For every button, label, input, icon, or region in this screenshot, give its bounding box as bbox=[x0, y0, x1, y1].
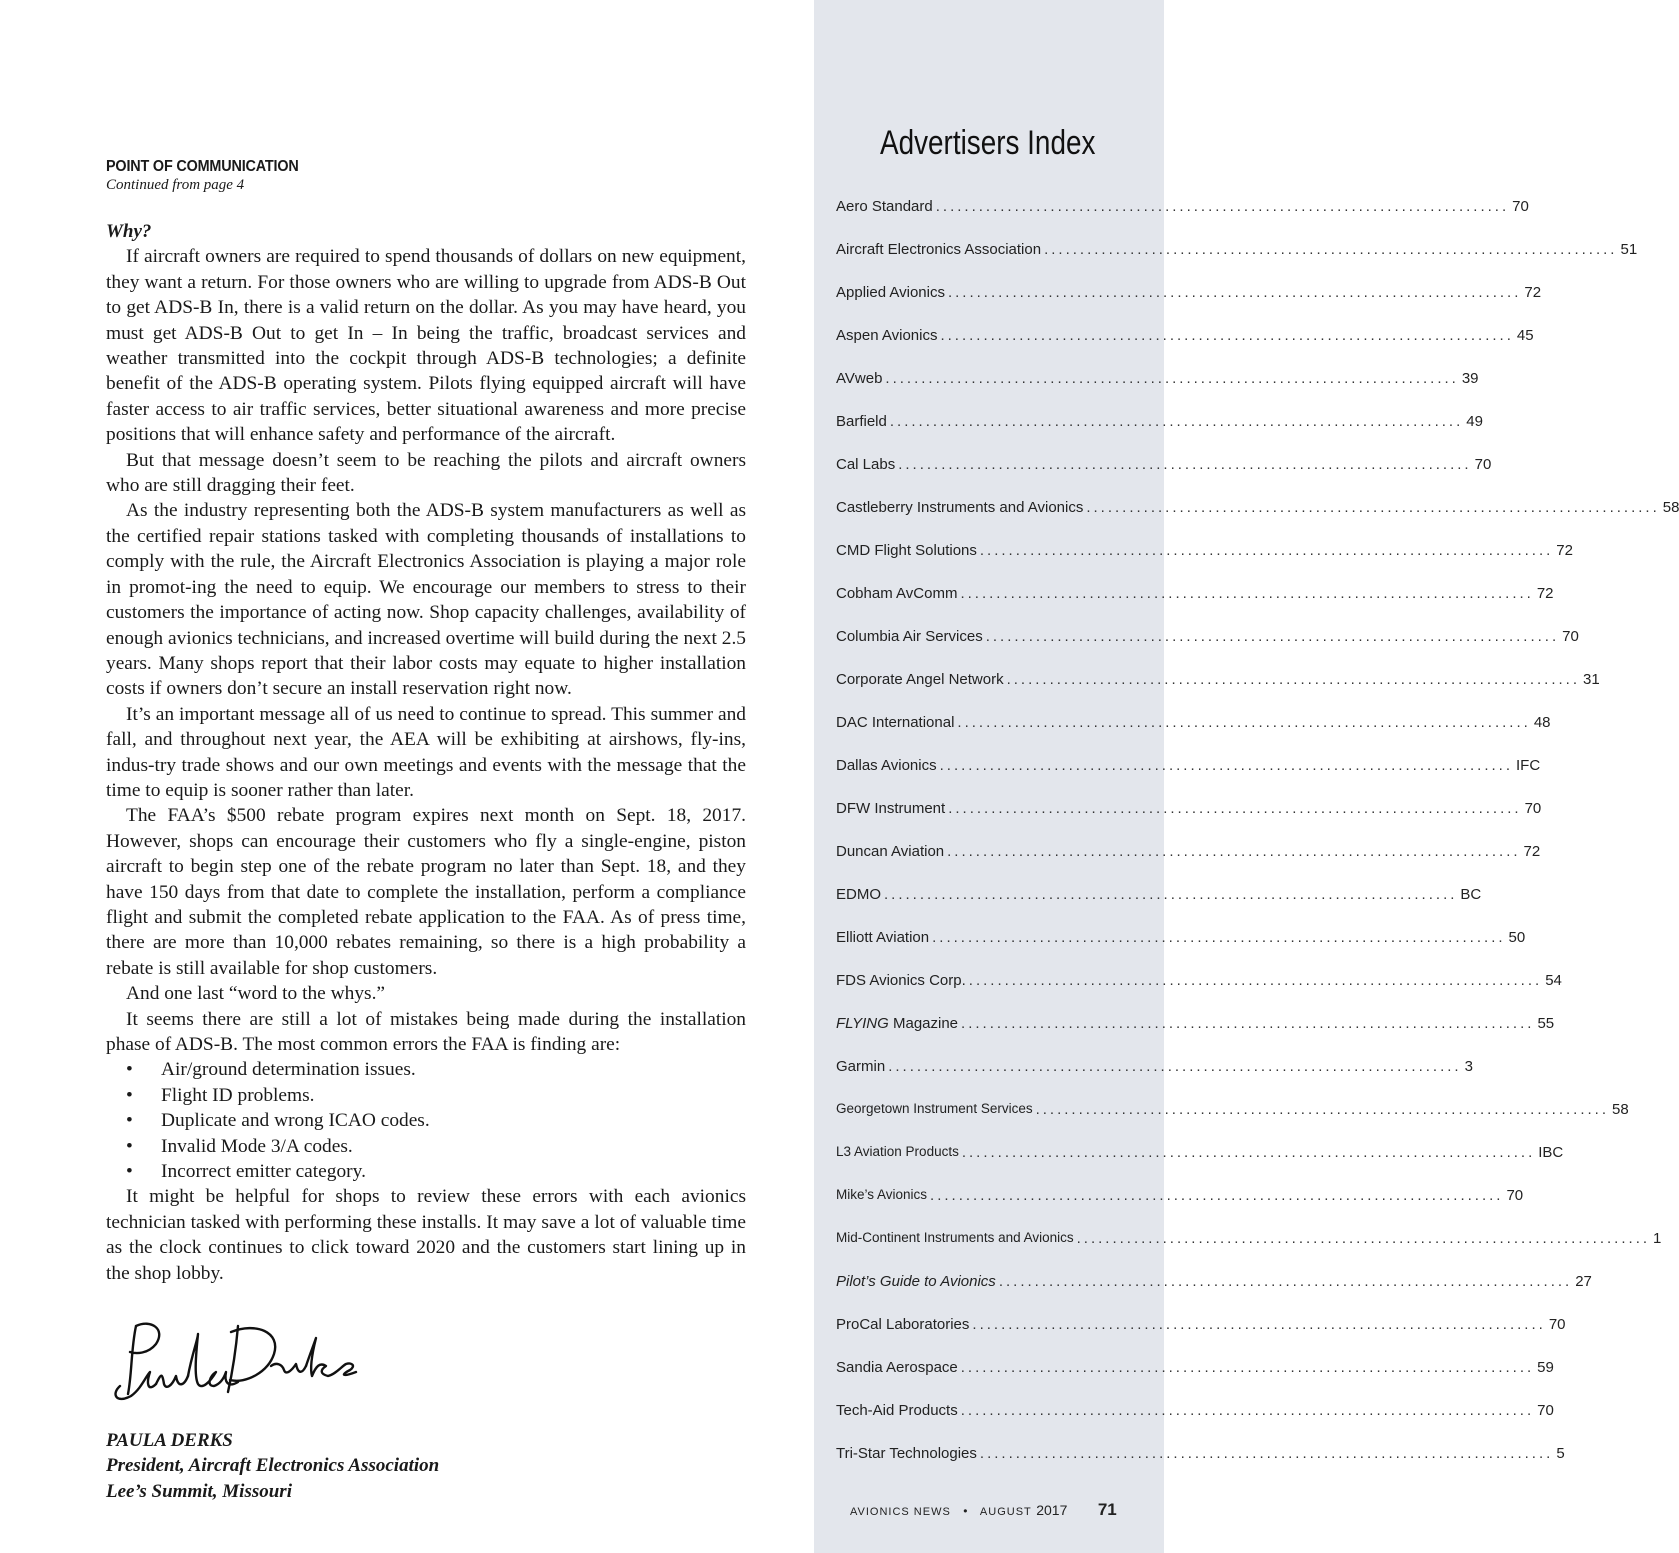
advertiser-page: 70 bbox=[1474, 456, 1492, 473]
dot-leader: ................................................................................ bbox=[968, 972, 1543, 989]
advertiser-page: 39 bbox=[1461, 370, 1479, 387]
dot-leader: ................................................................................ bbox=[885, 370, 1459, 387]
dot-leader: ................................................................................ bbox=[960, 1402, 1535, 1419]
article-heading: Why? bbox=[106, 221, 152, 242]
dot-leader: ................................................................................ bbox=[972, 1316, 1546, 1333]
advertiser-entry bbox=[836, 843, 1541, 886]
advertiser-page: 72 bbox=[1524, 284, 1542, 301]
advertiser-entry bbox=[836, 1359, 1554, 1402]
continued-note: Continued from page 4 bbox=[106, 177, 245, 193]
advertiser-page: 50 bbox=[1508, 929, 1526, 946]
list-item: • Air/ground determination issues. bbox=[126, 1059, 416, 1081]
advertisers-sidebar bbox=[814, 0, 1679, 1553]
advertiser-name: EDMO bbox=[836, 886, 881, 903]
advertiser-page: 58 bbox=[1662, 499, 1679, 516]
dot-leader: ................................................................................ bbox=[948, 800, 1522, 817]
advertiser-page: 70 bbox=[1548, 1316, 1566, 1333]
dot-leader: ................................................................................ bbox=[932, 929, 1506, 946]
advertiser-name: Aero Standard bbox=[836, 198, 933, 215]
advertiser-page: 5 bbox=[1556, 1445, 1565, 1462]
advertiser-name: ProCal Laboratories bbox=[836, 1316, 970, 1333]
article-column bbox=[106, 158, 746, 1504]
author-block bbox=[106, 1428, 746, 1504]
advertiser-name: Dallas Avionics bbox=[836, 757, 937, 774]
advertiser-name: Barfield bbox=[836, 413, 887, 430]
dot-leader: ................................................................................ bbox=[957, 714, 1531, 731]
issue-month: AUGUST bbox=[979, 1506, 1032, 1518]
advertiser-page: 70 bbox=[1512, 198, 1529, 215]
dot-leader: ................................................................................ bbox=[998, 1273, 1573, 1290]
advertiser-name: Columbia Air Services bbox=[836, 628, 983, 645]
dot-leader: ................................................................................ bbox=[979, 1445, 1554, 1462]
advertiser-page: 3 bbox=[1464, 1058, 1473, 1075]
dot-leader: ................................................................................ bbox=[947, 284, 1522, 301]
dot-leader: ................................................................................ bbox=[888, 1058, 1462, 1075]
advertiser-name: Duncan Aviation bbox=[836, 843, 945, 860]
author-name: PAULA DERKS bbox=[106, 1430, 233, 1452]
paragraph: It seems there are still a lot of mistakes being made during the installation phase of ADS-B. The most common errors the FAA is finding are: bbox=[106, 1008, 746, 1055]
advertiser-entry bbox=[836, 714, 1551, 757]
advertiser-entry bbox=[836, 671, 1600, 714]
advertiser-entry bbox=[836, 370, 1479, 413]
advertiser-name: CMD Flight Solutions bbox=[836, 542, 977, 559]
error-list bbox=[106, 1057, 746, 1184]
list-item: • Incorrect emitter category. bbox=[126, 1161, 366, 1183]
advertiser-page: 72 bbox=[1536, 585, 1554, 602]
advertiser-list bbox=[836, 198, 1679, 1488]
advertiser-page: 48 bbox=[1533, 714, 1551, 731]
advertiser-name: Applied Avionics bbox=[836, 284, 945, 301]
handwritten-signature bbox=[106, 1314, 366, 1414]
advertiser-entry bbox=[836, 1445, 1565, 1488]
advertiser-entry bbox=[836, 1273, 1592, 1316]
advertiser-page: 59 bbox=[1537, 1359, 1554, 1376]
article-body bbox=[106, 244, 746, 1286]
advertiser-name: Tech-Aid Products bbox=[836, 1402, 958, 1419]
dot-leader: ................................................................................ bbox=[1044, 241, 1618, 258]
advertiser-name: Elliott Aviation bbox=[836, 929, 930, 946]
advertiser-entry bbox=[836, 886, 1482, 929]
advertiser-entry bbox=[836, 499, 1679, 542]
dot-leader: ................................................................................ bbox=[947, 843, 1521, 860]
advertiser-entry bbox=[836, 1187, 1524, 1230]
advertiser-name: FLYING Magazine bbox=[836, 1015, 959, 1032]
advertiser-page: 58 bbox=[1612, 1101, 1629, 1118]
advertiser-entry bbox=[836, 929, 1526, 972]
dot-leader: ................................................................................ bbox=[930, 1187, 1504, 1204]
advertiser-page: 70 bbox=[1537, 1402, 1554, 1419]
dot-leader: ................................................................................ bbox=[889, 413, 1464, 430]
advertiser-name: Sandia Aerospace bbox=[836, 1359, 958, 1376]
sidebar-title: Advertisers Index bbox=[880, 124, 1096, 162]
dot-leader: ................................................................................ bbox=[960, 585, 1534, 602]
advertiser-page: 1 bbox=[1653, 1230, 1662, 1247]
advertiser-entry bbox=[836, 1101, 1629, 1144]
list-item: • Duplicate and wrong ICAO codes. bbox=[126, 1110, 430, 1132]
advertiser-name: Garmin bbox=[836, 1058, 886, 1075]
advertiser-page: 51 bbox=[1620, 241, 1638, 258]
advertiser-name: AVweb bbox=[836, 370, 883, 387]
list-item: • Invalid Mode 3/A codes. bbox=[126, 1135, 353, 1157]
advertiser-entry bbox=[836, 1058, 1473, 1101]
paragraph: The FAA’s $500 rebate program expires next month on Sept. 18, 2017. However, shops can encourage their customers who fly a single-engine, piston aircraft to begin step one of the rebate program no later than Sept. 18, and they have 150 days from that date to complete the installation, perform a compliance flight and submit the completed rebate application to the FAA. As of press time, there are more than 10,000 rebates remaining, so there is a high probability a rebate is still available for shop customers. bbox=[106, 805, 746, 979]
advertiser-name: FDS Avionics Corp. bbox=[836, 972, 966, 989]
advertiser-page: 72 bbox=[1523, 843, 1541, 860]
advertiser-entry bbox=[836, 1316, 1566, 1359]
dot-leader: ................................................................................ bbox=[961, 1015, 1535, 1032]
advertiser-page: IBC bbox=[1538, 1144, 1564, 1161]
paragraph: It might be helpful for shops to review these errors with each avionics technician tasked with performing these installs. It may save a lot of valuable time as the clock continues to click toward 2020 and the customers start lining up in the shop lobby. bbox=[106, 1186, 746, 1284]
section-kicker: POINT OF COMMUNICATION bbox=[106, 158, 299, 175]
advertiser-entry bbox=[836, 241, 1638, 284]
advertiser-name: Georgetown Instrument Services bbox=[836, 1101, 1033, 1116]
advertiser-page: 72 bbox=[1556, 542, 1573, 559]
advertiser-page: 54 bbox=[1545, 972, 1562, 989]
footer-separator: • bbox=[963, 1504, 968, 1518]
advertiser-entry bbox=[836, 1230, 1662, 1273]
advertiser-entry bbox=[836, 413, 1483, 456]
advertiser-page: 70 bbox=[1506, 1187, 1524, 1204]
paragraph: But that message doesn’t seem to be reaching the pilots and aircraft owners who are still dragging their feet. bbox=[106, 449, 746, 497]
paragraph: And one last “word to the whys.” bbox=[126, 983, 386, 1005]
dot-leader: ................................................................................ bbox=[935, 198, 1510, 215]
paragraph: As the industry representing both the ADS-B system manufacturers as well as the certified repair stations tasked with completing thousands of installations to comply with the rule, the Aircraft Electronics Association is playing a major role in promot-ing the need to equip. We encourage our members to stress to their customers the importance of acting now. Shop capacity challenges, availability of enough avionics technicians, and increased overtime will build during the next 2.5 years. Many shops report that their labor costs may equate to higher installation costs if owners don’t secure an install reservation right now. bbox=[106, 500, 746, 700]
advertiser-name: L3 Aviation Products bbox=[836, 1144, 959, 1159]
advertiser-entry bbox=[836, 284, 1542, 327]
advertiser-entry bbox=[836, 1402, 1554, 1445]
paragraph: If aircraft owners are required to spend thousands of dollars on new equipment, they want a return. For those owners who are willing to upgrade from ADS-B Out to get ADS-B In, there is a valid return on the dollar. As you may have heard, you must get ADS-B Out to get In – In being the traffic, broadcast services and weather transmitted into the cockpit through ADS-B technologies; a definite benefit of the ADS-B operating system. Pilots flying equipped aircraft will have faster access to air traffic services, better situational awareness and more precise positions that will enhance safety and performance of the aircraft. bbox=[106, 246, 746, 446]
advertiser-name: Mike’s Avionics bbox=[836, 1187, 928, 1202]
dot-leader: ................................................................................ bbox=[961, 1144, 1536, 1161]
author-title: President, Aircraft Electronics Association bbox=[106, 1455, 440, 1477]
advertiser-entry bbox=[836, 542, 1573, 585]
dot-leader: ................................................................................ bbox=[898, 456, 1472, 473]
advertiser-entry bbox=[836, 456, 1492, 499]
dot-leader: ................................................................................ bbox=[960, 1359, 1535, 1376]
page-footer bbox=[850, 1500, 1117, 1520]
advertiser-name: Corporate Angel Network bbox=[836, 671, 1004, 688]
dot-leader: ................................................................................ bbox=[1086, 499, 1660, 516]
author-location: Lee’s Summit, Missouri bbox=[106, 1480, 292, 1502]
advertiser-entry bbox=[836, 327, 1534, 370]
advertiser-page: IFC bbox=[1516, 757, 1541, 774]
advertiser-page: 31 bbox=[1583, 671, 1600, 688]
advertiser-name: Pilot’s Guide to Avionics bbox=[836, 1273, 996, 1290]
advertiser-entry bbox=[836, 757, 1541, 800]
advertiser-entry bbox=[836, 198, 1529, 241]
paragraph: It’s an important message all of us need to continue to spread. This summer and fall, and throughout next year, the AEA will be exhibiting at airshows, fly-ins, indus-try trade shows and our own meetings and events with the message that the time to equip is sooner rather than later. bbox=[106, 703, 746, 801]
advertiser-name: Cobham AvComm bbox=[836, 585, 958, 602]
advertiser-page: 49 bbox=[1466, 413, 1483, 430]
advertiser-entry bbox=[836, 1015, 1555, 1058]
dot-leader: ................................................................................ bbox=[940, 327, 1514, 344]
advertiser-name-prefix: FLYING bbox=[836, 1015, 889, 1032]
advertiser-page: 70 bbox=[1562, 628, 1579, 645]
dot-leader: ................................................................................ bbox=[884, 886, 1458, 903]
dot-leader: ................................................................................ bbox=[1076, 1230, 1651, 1247]
advertiser-page: 55 bbox=[1537, 1015, 1555, 1032]
advertiser-entry bbox=[836, 800, 1542, 843]
advertiser-entry bbox=[836, 585, 1554, 628]
advertiser-page: 27 bbox=[1575, 1273, 1592, 1290]
advertiser-name: Cal Labs bbox=[836, 456, 896, 473]
advertiser-name: Aspen Avionics bbox=[836, 327, 938, 344]
advertiser-name: Mid-Continent Instruments and Avionics bbox=[836, 1230, 1074, 1245]
publication-name: AVIONICS NEWS bbox=[850, 1506, 951, 1518]
dot-leader: ................................................................................ bbox=[939, 757, 1514, 774]
advertiser-name: Aircraft Electronics Association bbox=[836, 241, 1042, 258]
dot-leader: ................................................................................ bbox=[979, 542, 1554, 559]
list-item: • Flight ID problems. bbox=[126, 1084, 315, 1106]
advertiser-name: Castleberry Instruments and Avionics bbox=[836, 499, 1084, 516]
advertiser-name: DAC International bbox=[836, 714, 955, 731]
issue-year: 2017 bbox=[1036, 1502, 1068, 1518]
page-number: 71 bbox=[1097, 1500, 1117, 1519]
advertiser-page: 70 bbox=[1524, 800, 1542, 817]
advertiser-entry bbox=[836, 1144, 1564, 1187]
advertiser-page: BC bbox=[1460, 886, 1482, 903]
advertiser-name: DFW Instrument bbox=[836, 800, 946, 817]
advertiser-page: 45 bbox=[1516, 327, 1534, 344]
signature bbox=[106, 1314, 746, 1414]
dot-leader: ................................................................................ bbox=[1006, 671, 1580, 688]
dot-leader: ................................................................................ bbox=[1035, 1101, 1609, 1118]
advertiser-entry bbox=[836, 628, 1579, 671]
advertiser-entry bbox=[836, 972, 1562, 1015]
dot-leader: ................................................................................ bbox=[985, 628, 1560, 645]
advertiser-name: Tri-Star Technologies bbox=[836, 1445, 977, 1462]
